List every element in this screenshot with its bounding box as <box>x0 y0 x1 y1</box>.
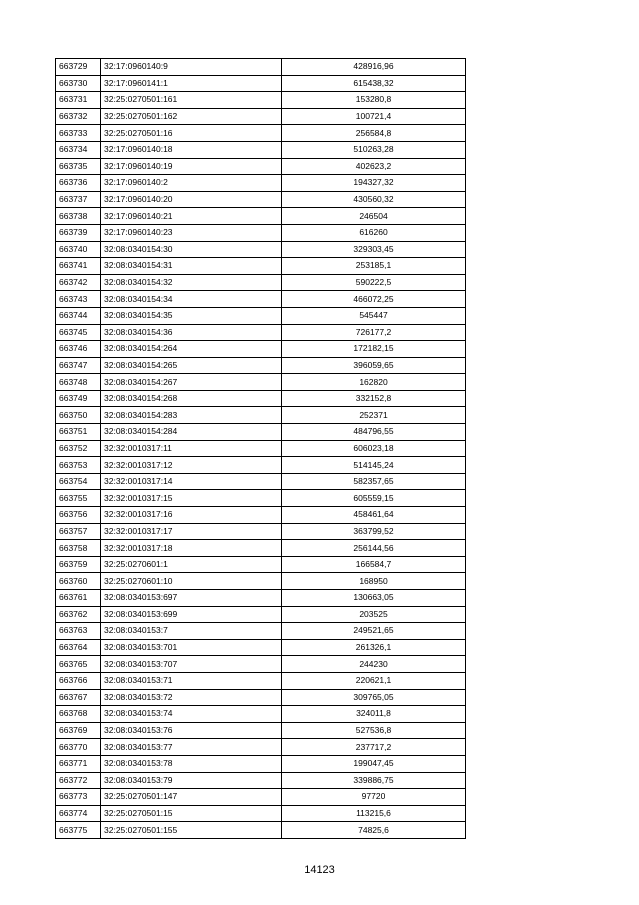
row-number-cell: 663737 <box>56 191 101 208</box>
row-number-cell: 663733 <box>56 125 101 142</box>
cadastral-number-cell: 32:32:0010317:16 <box>101 507 282 524</box>
cadastral-value-cell: 162820 <box>282 374 466 391</box>
page-number: 14123 <box>304 864 335 876</box>
table-row <box>56 590 466 607</box>
table-row <box>56 158 466 175</box>
table-body <box>56 59 466 839</box>
row-number-cell: 663730 <box>56 75 101 92</box>
cadastral-number-cell: 32:25:0270501:15 <box>101 805 282 822</box>
row-number-cell: 663738 <box>56 208 101 225</box>
cadastral-number-cell: 32:08:0340154:32 <box>101 274 282 291</box>
row-number-cell: 663729 <box>56 59 101 76</box>
row-number-cell: 663769 <box>56 722 101 739</box>
cadastral-number-cell: 32:08:0340153:74 <box>101 706 282 723</box>
row-number-cell: 663749 <box>56 390 101 407</box>
cadastral-number-cell: 32:08:0340153:71 <box>101 672 282 689</box>
row-number-cell: 663750 <box>56 407 101 424</box>
table-row <box>56 755 466 772</box>
cadastral-number-cell: 32:08:0340154:265 <box>101 357 282 374</box>
cadastral-value-cell: 616260 <box>282 224 466 241</box>
cadastral-number-cell: 32:25:0270501:155 <box>101 822 282 839</box>
cadastral-number-cell: 32:08:0340154:284 <box>101 424 282 441</box>
row-number-cell: 663751 <box>56 424 101 441</box>
cadastral-number-cell: 32:25:0270601:1 <box>101 556 282 573</box>
table-row <box>56 473 466 490</box>
cadastral-value-cell: 430560,32 <box>282 191 466 208</box>
cadastral-number-cell: 32:08:0340153:697 <box>101 590 282 607</box>
table-row <box>56 125 466 142</box>
cadastral-value-cell: 309765,05 <box>282 689 466 706</box>
row-number-cell: 663775 <box>56 822 101 839</box>
table-row <box>56 540 466 557</box>
cadastral-number-cell: 32:17:0960140:21 <box>101 208 282 225</box>
table-row <box>56 141 466 158</box>
cadastral-value-cell: 130663,05 <box>282 590 466 607</box>
row-number-cell: 663765 <box>56 656 101 673</box>
cadastral-value-cell: 590222,5 <box>282 274 466 291</box>
cadastral-number-cell: 32:08:0340154:283 <box>101 407 282 424</box>
cadastral-number-cell: 32:17:0960140:23 <box>101 224 282 241</box>
row-number-cell: 663771 <box>56 755 101 772</box>
table-row <box>56 324 466 341</box>
table-row <box>56 656 466 673</box>
cadastral-number-cell: 32:08:0340153:79 <box>101 772 282 789</box>
cadastral-number-cell: 32:08:0340153:699 <box>101 606 282 623</box>
cadastral-number-cell: 32:17:0960141:1 <box>101 75 282 92</box>
row-number-cell: 663774 <box>56 805 101 822</box>
cadastral-value-cell: 246504 <box>282 208 466 225</box>
cadastral-value-cell: 329303,45 <box>282 241 466 258</box>
row-number-cell: 663736 <box>56 175 101 192</box>
table-row <box>56 639 466 656</box>
table-row <box>56 573 466 590</box>
cadastral-value-cell: 74825,6 <box>282 822 466 839</box>
cadastral-value-cell: 172182,15 <box>282 341 466 358</box>
row-number-cell: 663746 <box>56 341 101 358</box>
cadastral-number-cell: 32:08:0340154:34 <box>101 291 282 308</box>
table-row <box>56 523 466 540</box>
row-number-cell: 663741 <box>56 258 101 275</box>
cadastral-value-cell: 510263,28 <box>282 141 466 158</box>
cadastral-number-cell: 32:25:0270601:10 <box>101 573 282 590</box>
table-row <box>56 307 466 324</box>
cadastral-number-cell: 32:08:0340153:77 <box>101 739 282 756</box>
cadastral-number-cell: 32:17:0960140:2 <box>101 175 282 192</box>
cadastral-value-cell: 249521,65 <box>282 623 466 640</box>
row-number-cell: 663731 <box>56 92 101 109</box>
cadastral-value-cell: 332152,8 <box>282 390 466 407</box>
table-row <box>56 258 466 275</box>
table-row <box>56 224 466 241</box>
table-row <box>56 623 466 640</box>
cadastral-number-cell: 32:32:0010317:17 <box>101 523 282 540</box>
row-number-cell: 663763 <box>56 623 101 640</box>
cadastral-number-cell: 32:08:0340153:7 <box>101 623 282 640</box>
cadastral-number-cell: 32:08:0340154:35 <box>101 307 282 324</box>
table-row <box>56 175 466 192</box>
table-row <box>56 92 466 109</box>
cadastral-value-cell: 363799,52 <box>282 523 466 540</box>
row-number-cell: 663759 <box>56 556 101 573</box>
cadastral-value-cell: 100721,4 <box>282 108 466 125</box>
table-row <box>56 241 466 258</box>
row-number-cell: 663770 <box>56 739 101 756</box>
table-row <box>56 291 466 308</box>
table-row <box>56 424 466 441</box>
row-number-cell: 663732 <box>56 108 101 125</box>
cadastral-value-cell: 514145,24 <box>282 457 466 474</box>
cadastral-value-cell: 396059,65 <box>282 357 466 374</box>
cadastral-value-cell: 220621,1 <box>282 672 466 689</box>
cadastral-number-cell: 32:32:0010317:11 <box>101 440 282 457</box>
table-row <box>56 191 466 208</box>
cadastral-value-cell: 466072,25 <box>282 291 466 308</box>
cadastral-number-cell: 32:08:0340153:76 <box>101 722 282 739</box>
row-number-cell: 663768 <box>56 706 101 723</box>
cadastral-number-cell: 32:17:0960140:9 <box>101 59 282 76</box>
table-row <box>56 805 466 822</box>
cadastral-number-cell: 32:25:0270501:161 <box>101 92 282 109</box>
row-number-cell: 663739 <box>56 224 101 241</box>
cadastral-value-cell: 244230 <box>282 656 466 673</box>
row-number-cell: 663772 <box>56 772 101 789</box>
cadastral-number-cell: 32:08:0340154:31 <box>101 258 282 275</box>
cadastral-value-cell: 458461,64 <box>282 507 466 524</box>
row-number-cell: 663748 <box>56 374 101 391</box>
cadastral-number-cell: 32:25:0270501:16 <box>101 125 282 142</box>
cadastral-value-cell: 253185,1 <box>282 258 466 275</box>
cadastral-number-cell: 32:32:0010317:12 <box>101 457 282 474</box>
cadastral-value-cell: 256144,56 <box>282 540 466 557</box>
row-number-cell: 663735 <box>56 158 101 175</box>
table-row <box>56 407 466 424</box>
cadastral-value-cell: 324011,8 <box>282 706 466 723</box>
cadastral-value-cell: 203525 <box>282 606 466 623</box>
cadastral-value-cell: 527536,8 <box>282 722 466 739</box>
table-row <box>56 739 466 756</box>
row-number-cell: 663743 <box>56 291 101 308</box>
cadastral-number-cell: 32:08:0340153:72 <box>101 689 282 706</box>
cadastral-value-cell: 545447 <box>282 307 466 324</box>
cadastral-value-cell: 166584,7 <box>282 556 466 573</box>
cadastral-number-cell: 32:25:0270501:147 <box>101 789 282 806</box>
cadastral-value-cell: 261326,1 <box>282 639 466 656</box>
row-number-cell: 663762 <box>56 606 101 623</box>
cadastral-number-cell: 32:17:0960140:18 <box>101 141 282 158</box>
cadastral-number-cell: 32:08:0340154:264 <box>101 341 282 358</box>
cadastral-value-cell: 153280,8 <box>282 92 466 109</box>
cadastral-number-cell: 32:32:0010317:15 <box>101 490 282 507</box>
row-number-cell: 663766 <box>56 672 101 689</box>
cadastral-value-cell: 194327,32 <box>282 175 466 192</box>
cadastral-value-cell: 726177,2 <box>282 324 466 341</box>
table-row <box>56 556 466 573</box>
cadastral-number-cell: 32:08:0340153:78 <box>101 755 282 772</box>
table-row <box>56 59 466 76</box>
cadastral-value-cell: 605559,15 <box>282 490 466 507</box>
table-row <box>56 672 466 689</box>
table-row <box>56 440 466 457</box>
row-number-cell: 663752 <box>56 440 101 457</box>
cadastral-value-cell: 402623,2 <box>282 158 466 175</box>
cadastral-number-cell: 32:08:0340154:267 <box>101 374 282 391</box>
row-number-cell: 663755 <box>56 490 101 507</box>
table-row <box>56 374 466 391</box>
cadastral-value-cell: 252371 <box>282 407 466 424</box>
cadastral-value-cell: 199047,45 <box>282 755 466 772</box>
row-number-cell: 663747 <box>56 357 101 374</box>
cadastral-number-cell: 32:08:0340154:30 <box>101 241 282 258</box>
row-number-cell: 663754 <box>56 473 101 490</box>
table-row <box>56 208 466 225</box>
cadastral-number-cell: 32:17:0960140:19 <box>101 158 282 175</box>
row-number-cell: 663757 <box>56 523 101 540</box>
table-row <box>56 606 466 623</box>
row-number-cell: 663756 <box>56 507 101 524</box>
row-number-cell: 663764 <box>56 639 101 656</box>
row-number-cell: 663753 <box>56 457 101 474</box>
row-number-cell: 663745 <box>56 324 101 341</box>
cadastral-number-cell: 32:08:0340153:707 <box>101 656 282 673</box>
cadastral-value-table <box>55 58 466 839</box>
cadastral-value-cell: 615438,32 <box>282 75 466 92</box>
cadastral-number-cell: 32:17:0960140:20 <box>101 191 282 208</box>
table-row <box>56 341 466 358</box>
table-row <box>56 357 466 374</box>
row-number-cell: 663744 <box>56 307 101 324</box>
table-row <box>56 772 466 789</box>
row-number-cell: 663740 <box>56 241 101 258</box>
cadastral-number-cell: 32:32:0010317:14 <box>101 473 282 490</box>
table-row <box>56 457 466 474</box>
row-number-cell: 663773 <box>56 789 101 806</box>
table-row <box>56 822 466 839</box>
cadastral-value-cell: 582357,65 <box>282 473 466 490</box>
table-row <box>56 490 466 507</box>
cadastral-number-cell: 32:32:0010317:18 <box>101 540 282 557</box>
row-number-cell: 663734 <box>56 141 101 158</box>
table-row <box>56 722 466 739</box>
cadastral-value-cell: 113215,6 <box>282 805 466 822</box>
cadastral-value-cell: 428916,96 <box>282 59 466 76</box>
table-row <box>56 706 466 723</box>
cadastral-number-cell: 32:08:0340154:268 <box>101 390 282 407</box>
cadastral-value-cell: 256584,8 <box>282 125 466 142</box>
table-row <box>56 507 466 524</box>
row-number-cell: 663767 <box>56 689 101 706</box>
cadastral-value-cell: 484796,55 <box>282 424 466 441</box>
cadastral-number-cell: 32:08:0340154:36 <box>101 324 282 341</box>
cadastral-number-cell: 32:25:0270501:162 <box>101 108 282 125</box>
row-number-cell: 663742 <box>56 274 101 291</box>
row-number-cell: 663761 <box>56 590 101 607</box>
row-number-cell: 663760 <box>56 573 101 590</box>
table-row <box>56 689 466 706</box>
cadastral-value-cell: 339886,75 <box>282 772 466 789</box>
cadastral-value-cell: 168950 <box>282 573 466 590</box>
cadastral-number-cell: 32:08:0340153:701 <box>101 639 282 656</box>
table-row <box>56 75 466 92</box>
table-row <box>56 274 466 291</box>
table-row <box>56 789 466 806</box>
table-row <box>56 108 466 125</box>
cadastral-value-cell: 97720 <box>282 789 466 806</box>
row-number-cell: 663758 <box>56 540 101 557</box>
cadastral-value-cell: 606023,18 <box>282 440 466 457</box>
table-row <box>56 390 466 407</box>
cadastral-value-cell: 237717,2 <box>282 739 466 756</box>
